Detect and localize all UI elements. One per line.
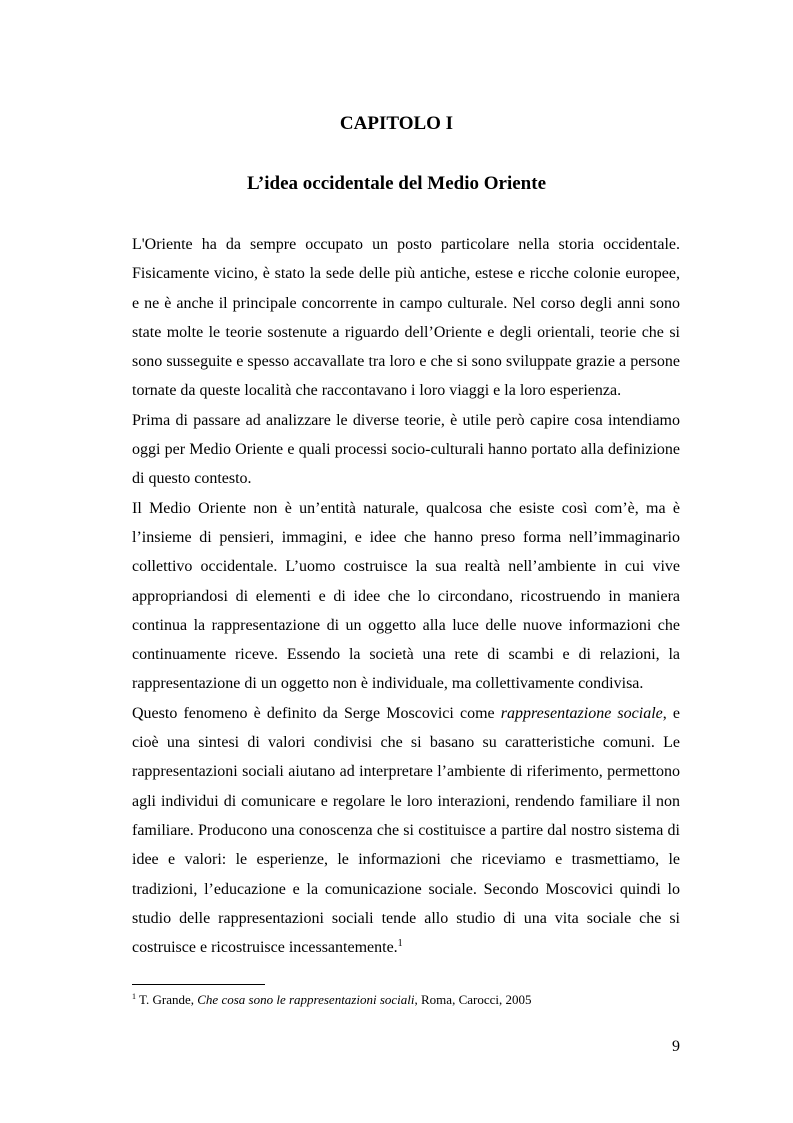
paragraph-3: Il Medio Oriente non è un’entità naturale, qualcosa che esiste così com’è, ma è l’insieme di pensieri, immagini, e idee che hanno preso forma nell’immaginario collettivo occidentale. L’uomo costruisce la sua realtà nell’ambiente in cui vive appropriandosi di elementi e di idee che lo circondano, ricostruendo in maniera continua la rappresentazione di un oggetto alla luce delle nuove informazioni che continuamente riceve. Essendo la società una rete di scambi e di relazioni, la rappresentazione di un oggetto non è individuale, ma collettivamente condivisa.	[132, 499, 680, 693]
footnote	[132, 992, 680, 1008]
paragraph-2: Prima di passare ad analizzare le diverse teorie, è utile però capire cosa intendiamo oggi per Medio Oriente e quali processi socio-culturali hanno portato alla definizione di questo contesto.	[132, 411, 680, 488]
footnote-reference: 1	[397, 938, 403, 950]
page-number: 9	[672, 1038, 680, 1055]
paragraph-4-text-after: , e cioè una sintesi di valori condivisi che si basano su caratteristiche comuni. Le rappresentazioni sociali aiutano ad interpretare l’ambiente di riferimento, permettono agli individui di comunicare e regolare le loro interazioni, rendendo familiare il non familiare. Producono una conoscenza che si costituisce a partire dal nostro sistema di idee e valori: le esperienze, le informazioni che riceviamo e trasmettiamo, le tradizioni, l’educazione e la comunicazione sociale. Secondo Moscovici quindi lo studio delle rappresentazioni sociali tende allo studio di una vita sociale che si costruisce e ricostruisce incessantemente.	[132, 704, 681, 957]
paragraph-4-text-before: Questo fenomeno è definito da Serge Moscovici come	[132, 704, 501, 722]
footnote-italic-title: Che cosa sono le rappresentazioni sociali	[197, 992, 415, 1007]
paragraph-4-italic-term: rappresentazione sociale	[500, 704, 663, 722]
body-text	[132, 230, 680, 962]
footnote-text-after: , Roma, Carocci, 2005	[414, 992, 532, 1007]
section-title: L’idea occidentale del Medio Oriente	[246, 173, 547, 194]
chapter-title: CAPITOLO I	[339, 113, 454, 134]
footnote-separator	[132, 984, 265, 985]
footnote-text-before: T. Grande,	[136, 992, 198, 1007]
paragraph-4	[132, 699, 680, 963]
paragraph-1: L'Oriente ha da sempre occupato un posto particolare nella storia occidentale. Fisicamente vicino, è stato la sede delle più antiche, estese e ricche colonie europee, e ne è anche il principale concorrente in campo culturale. Nel corso degli anni sono state molte le teorie sostenute a riguardo dell’Oriente e degli orientali, teorie che si sono susseguite e spesso accavallate tra loro e che si sono sviluppate grazie a persone tornate da queste località che raccontavano i loro viaggi e la loro esperienza.	[132, 236, 680, 400]
footnote-number: 1	[132, 992, 136, 1001]
